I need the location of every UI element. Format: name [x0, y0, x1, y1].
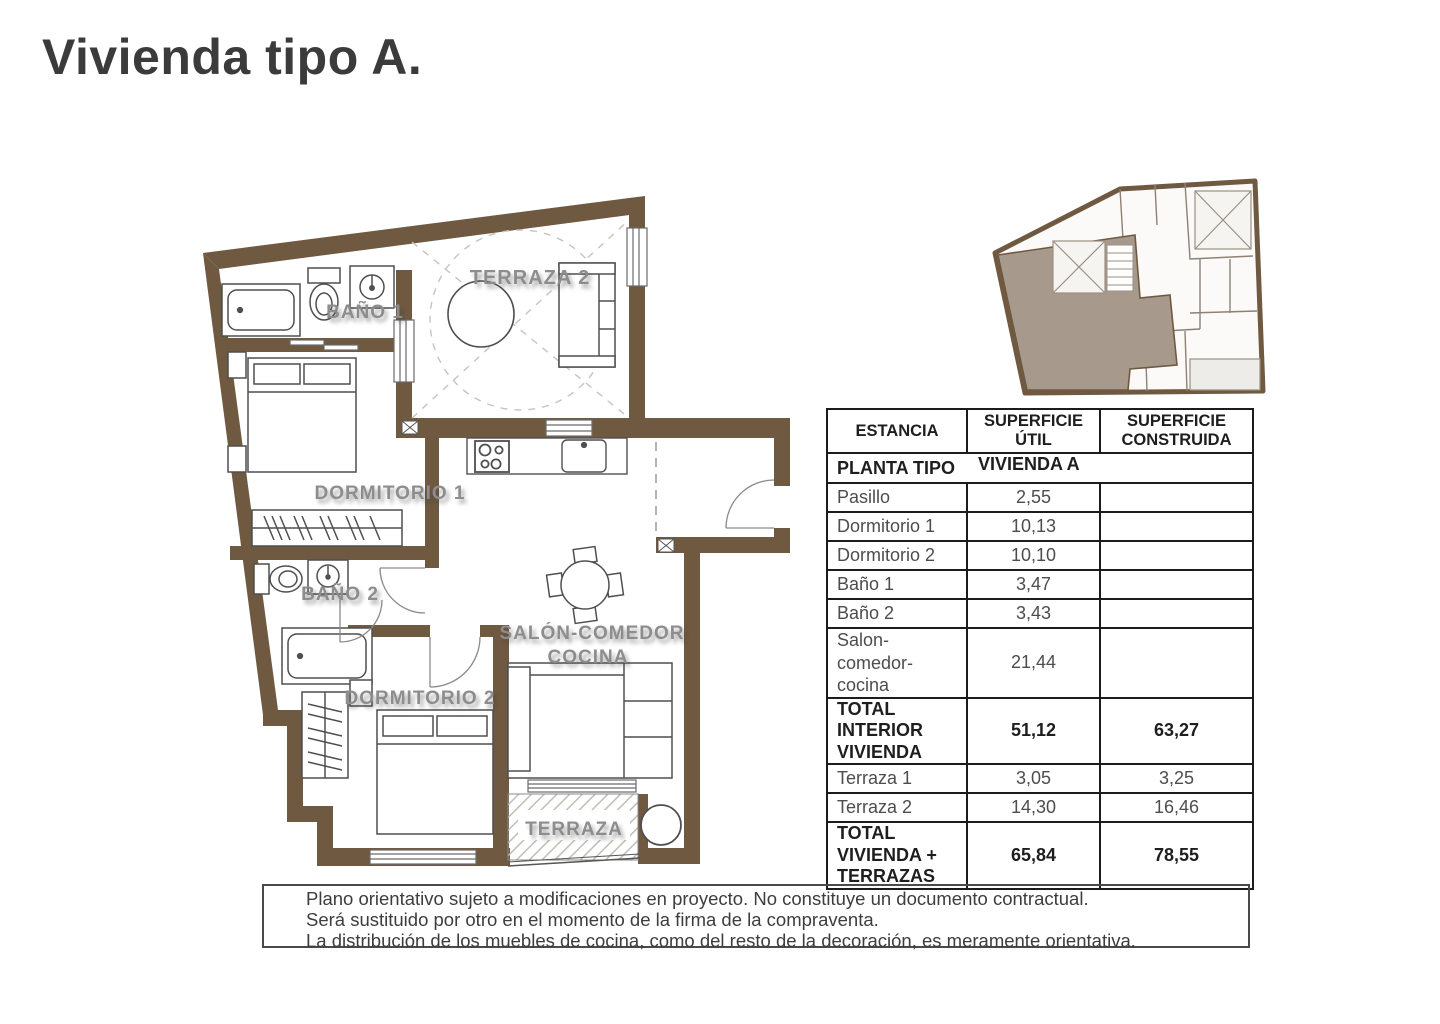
table-row: Dormitorio 1 10,13 — [827, 512, 1253, 541]
dining-table-icon — [561, 561, 609, 609]
table-row: Terraza 1 3,05 3,25 — [827, 764, 1253, 793]
table-row: Salon-comedor-cocina 21,44 — [827, 628, 1253, 698]
dining-set — [547, 547, 624, 624]
table-row: Pasillo 2,55 — [827, 483, 1253, 512]
table-row: Baño 2 3,43 — [827, 599, 1253, 628]
toilet-icon — [254, 564, 302, 594]
round-table-icon — [641, 805, 681, 845]
sofa-icon — [508, 663, 672, 778]
total-vivienda-row: TOTAL VIVIENDA + TERRAZAS 65,84 78,55 — [827, 822, 1253, 889]
table-row: Terraza 2 14,30 16,46 — [827, 793, 1253, 822]
dormitorio1-area — [228, 352, 402, 546]
door-icon — [430, 637, 480, 687]
bed-icon — [377, 710, 493, 834]
disclaimer-line: Será sustituido por otro en el momento de la firma de la compraventa. — [306, 909, 879, 930]
room-label-dormitorio-2: DORMITORIO 2 — [344, 688, 496, 709]
table-row: Dormitorio 2 10,10 — [827, 541, 1253, 570]
bathtub-icon — [222, 284, 300, 336]
total-interior-row: TOTAL INTERIOR VIVIENDA 51,12 63,27 — [827, 698, 1253, 765]
col-header-superficie-construida: SUPERFICIE CONSTRUIDA — [1100, 409, 1253, 453]
col-header-estancia: ESTANCIA — [827, 409, 967, 453]
wardrobe-icon — [252, 510, 402, 546]
room-label-cocina: COCINA — [547, 647, 629, 668]
surface-table — [826, 408, 1254, 890]
vivienda-a-label: VIVIENDA A — [978, 454, 1080, 474]
round-table-icon — [448, 281, 514, 347]
room-label-bano-1: BAÑO 1 — [326, 302, 404, 323]
room-label-dormitorio-1: DORMITORIO 1 — [314, 483, 466, 504]
bano1-area — [222, 266, 394, 336]
terraza2-area — [412, 220, 629, 418]
stove-icon — [475, 441, 509, 472]
disclaimer-line: Plano orientativo sujeto a modificaciones en proyecto. No constituye un documento contractual. — [306, 888, 1089, 909]
page-title: Vivienda tipo A. — [42, 29, 423, 85]
room-label-bano-2: BAÑO 2 — [301, 584, 379, 605]
floor-plan — [190, 180, 810, 880]
disclaimer-line: La distribución de los muebles de cocina, como del resto de la decoración, es meramente orientativa. — [306, 930, 1136, 951]
room-label-terraza-2: TERRAZA 2 — [469, 267, 591, 289]
stairs-icon — [1107, 245, 1133, 291]
disclaimer-box — [262, 884, 1250, 951]
planta-tipo-label: PLANTA TIPO — [837, 457, 955, 478]
neighbor-room — [1190, 359, 1260, 390]
nightstand-icon — [228, 446, 246, 472]
building-key-plan — [985, 163, 1270, 403]
bathtub-icon — [282, 628, 372, 684]
door-icon — [380, 568, 425, 613]
door-icon — [726, 480, 774, 528]
table-row: Baño 1 3,47 — [827, 570, 1253, 599]
kitchen-sink-icon — [562, 440, 606, 472]
wardrobe-icon — [302, 692, 348, 778]
nightstand-icon — [228, 352, 246, 378]
room-label-terraza: TERRAZA — [525, 819, 623, 840]
room-label-salon-comedor: SALÓN-COMEDOR — [499, 623, 685, 644]
col-header-superficie-util: SUPERFICIE ÚTIL — [967, 409, 1100, 453]
bed-icon — [248, 358, 356, 472]
planta-tipo-row — [827, 453, 1253, 483]
kitchen-area — [467, 438, 627, 474]
